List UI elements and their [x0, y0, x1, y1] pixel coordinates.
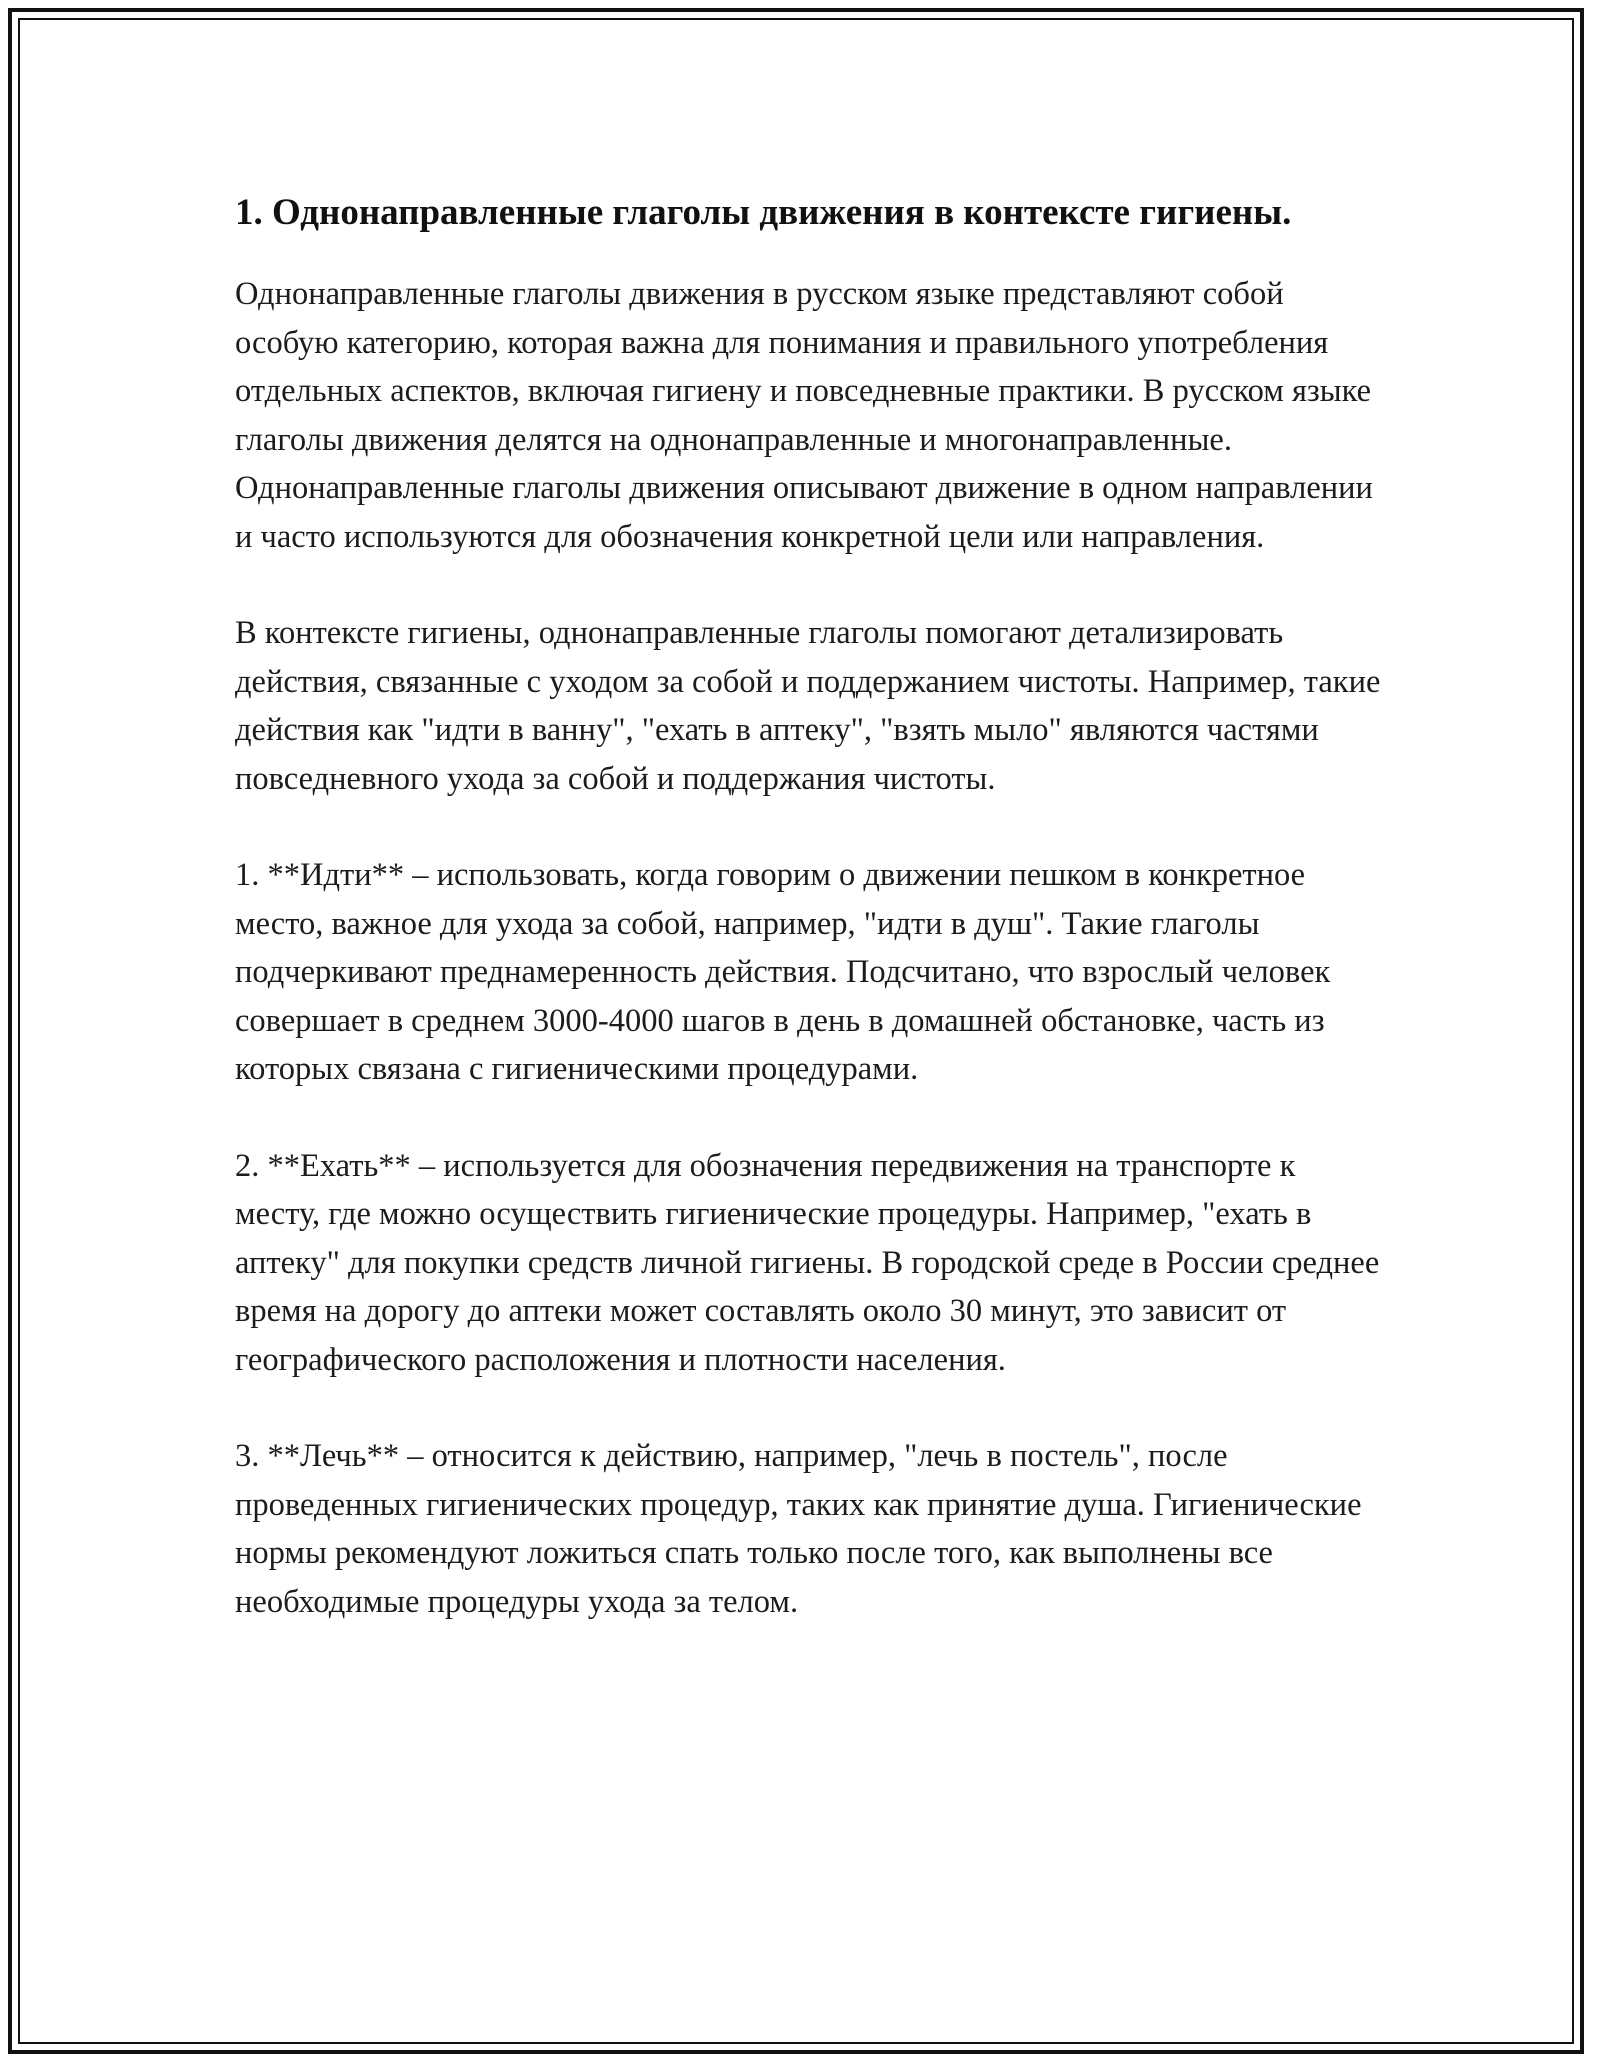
paragraph-verb-idti: 1. **Идти** – использовать, когда говорим о движении пешком в конкретное место, важное для ухода за собой, например, "идти в душ". Такие глаголы подчеркивают преднамеренность действия. Подсчитано, что взрослый человек совершает в среднем 3000-4000 шагов в день в домашней обстановке, часть из которых связана с гигиеническими процедурами.: [235, 857, 1331, 1087]
paragraph-hygiene-context: В контексте гигиены, однонаправленные глаголы помогают детализировать действия, связанные с уходом за собой и поддержанием чистоты. Например, такие действия как "идти в ванну", "ехать в аптеку", "взять мыло" являются частями повседневного ухода за собой и поддержания чистоты.: [235, 615, 1381, 797]
document-title: 1. Однонаправленные глаголы движения в контексте гигиены.: [235, 192, 1292, 233]
paragraph-verb-lech: 3. **Лечь** – относится к действию, например, "лечь в постель", после проведенных гигиенических процедур, таких как принятие душа. Гигиенические нормы рекомендуют ложиться спать только после того, как выполнены все необходимые процедуры ухода за телом.: [235, 1438, 1362, 1620]
paragraph-intro: Однонаправленные глаголы движения в русском языке представляют собой особую категорию, которая важна для понимания и правильного употребления отдельных аспектов, включая гигиену и повседневные практики. В русском языке глаголы движения делятся на однонаправленные и многонаправленные. Однонаправленные глаголы движения описывают движение в одном направлении и часто используются для обозначения конкретной цели или направления.: [235, 276, 1373, 555]
document-body: [235, 188, 1385, 1674]
paragraph-verb-ekhat: 2. **Ехать** – используется для обозначения передвижения на транспорте к месту, где можно осуществить гигиенические процедуры. Например, "ехать в аптеку" для покупки средств личной гигиены. В городской среде в России среднее время на дорогу до аптеки может составлять около 30 минут, это зависит от географического расположения и плотности населения.: [235, 1147, 1380, 1378]
